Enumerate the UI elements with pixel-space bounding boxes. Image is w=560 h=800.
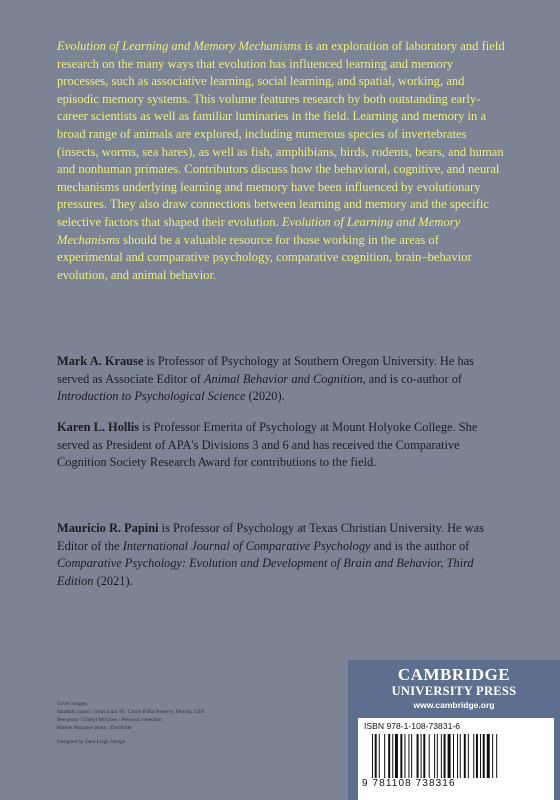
isbn-label: ISBN 978-1-108-73831-6 — [364, 721, 461, 731]
barcode-icon — [372, 734, 544, 778]
author-name: Mark A. Krause — [57, 354, 144, 368]
barcode-digits: 9 781108 738316 — [362, 778, 456, 789]
bio-italic: Comparative Psychology: Evolution and Development of Brain and Behavior, Third Edition — [57, 556, 474, 588]
credits-heading: Cover images: — [57, 701, 88, 707]
author-bio-papini — [57, 520, 507, 590]
bio-text: is Professor of Psychology at Southern Oregon University. He has served as Associate Editor of — [57, 354, 474, 386]
bio-text: , and is co-author of — [362, 371, 463, 386]
bio-text: and is the author of — [370, 538, 470, 553]
blurb-text-1: is an exploration of laboratory and field research on the many ways that evolution has influenced learning and memory processes, such as associative learning, social learning, and spatial, working, and episodic memory systems. This volume features research by both outstanding early-career scientists as well as familiar luminaries in the field. Learning and memory in a broad range of animals are explored, including numerous species of invertebrates (insects, worms, sea hares), as well as fish, amphibians, birds, rodents, bears, and human and nonhuman primates. Contributors discuss how the behavioral, cognitive, and neural mechanisms underlying learning and memory have been influenced by evolutionary pressures. They also draw connections between learning and memory and the specific selective factors that shaped their evolution. — [57, 39, 505, 229]
barcode-box — [358, 718, 554, 800]
bio-text: (2020). — [245, 389, 285, 404]
credit-line: Bee photo / Cheryl McGraw / Personal collection — [57, 717, 162, 723]
author-bio-krause — [57, 353, 507, 406]
bio-text: is Professor of Psychology at Texas Christian University. He was Editor of the — [57, 521, 484, 553]
cover-credits — [57, 700, 297, 746]
author-name: Mauricio R. Papini — [57, 521, 159, 535]
blurb-text-2: should be a valuable resource for those working in the areas of experimental and comparative psychology, comparative cognition, brain–behavior evolution, and animal behavior. — [57, 232, 472, 282]
bio-text: (2021). — [93, 573, 133, 588]
book-title-italic-2: Evolution of Learning and Memory Mechanisms — [57, 214, 461, 247]
credit-line: Rhesus Macaque photo / David Ide — [57, 725, 132, 731]
author-bio-hollis — [57, 419, 507, 472]
bio-text: is Professor Emerita of Psychology at Mount Holyoke College. She served as President of APA's Divisions 3 and 6 and has received the Comparative Cognition Society Research Award for contributions to the field. — [57, 420, 478, 470]
publisher-panel — [348, 660, 560, 800]
bio-italic: International Journal of Comparative Psychology — [122, 538, 371, 553]
publisher-url: www.cambridge.org — [413, 700, 495, 710]
author-name: Karen L. Hollis — [57, 420, 140, 434]
description-blurb — [57, 38, 507, 284]
publisher-logo-press: UNIVERSITY PRESS — [391, 684, 517, 698]
publisher-logo-name: CAMBRIDGE — [397, 665, 511, 684]
book-title-italic: Evolution of Learning and Memory Mechanisms — [57, 39, 302, 53]
bio-italic: Animal Behavior and Cognition — [203, 371, 363, 386]
credit-line: Sandhill cranes / Johan Lind /N / Circle B Bar Reserve, Florida, USA — [57, 709, 205, 715]
designer-credit: Designed by Dani Leigh Design — [57, 739, 126, 745]
bio-italic: Introduction to Psychological Science — [57, 389, 246, 404]
